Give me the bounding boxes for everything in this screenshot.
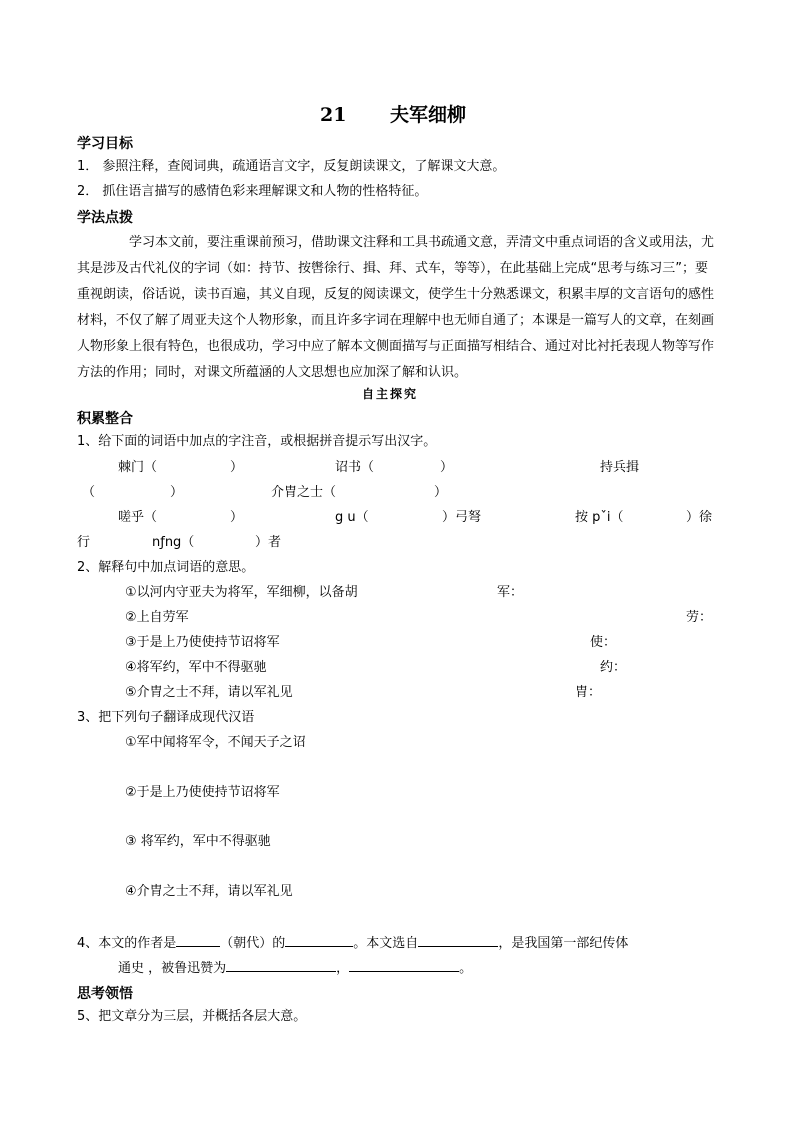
- question-4-line-2: [118, 959, 472, 977]
- q3-sentence-1: ①军中闻将军令，不闻天子之诏: [125, 735, 306, 750]
- answer-blank[interactable]: [285, 934, 353, 947]
- q4-text-author: 4、本文的作者是: [77, 936, 177, 951]
- goal-item-1: 1． 参照注释，查阅词典，疏通语言文字，反复朗读课文，了解课文大意。: [77, 159, 506, 174]
- answer-blank[interactable]: [349, 959, 459, 972]
- question-3-text: 3、把下列句子翻译成现代汉语: [77, 710, 255, 725]
- q1-pinyin-pei: 按 pˇi（: [575, 510, 624, 525]
- lesson-title: 夫军细柳: [390, 104, 467, 126]
- goals-heading: 学习目标: [77, 136, 133, 152]
- q1-paren-close: ）: [230, 460, 244, 475]
- q1-word-jiezhou: 介胄之士（: [271, 485, 337, 500]
- q1-pinyin-gou: g u（: [335, 510, 369, 525]
- q4-text-period: 。: [459, 961, 473, 976]
- q1-paren-close: ）: [440, 460, 454, 475]
- q1-paren-close: ）: [170, 485, 184, 500]
- q2-word-1: 军：: [497, 585, 524, 600]
- q1-word-gongnu: ）弓弩: [442, 510, 482, 525]
- question-4-line-1: [77, 934, 628, 952]
- q4-text-comma: ，: [336, 961, 350, 976]
- q1-word-jimen: 棘门（: [118, 460, 158, 475]
- method-paragraph-text: 学习本文前，要注重课前预习，借助课文注释和工具书疏通文意，弄清文中重点词语的含义或用法，尤其是涉及古代礼仪的字词（如：持节、按辔徐行、揖、拜、式车，等等），在此基础上完成“思考与练习三”；要重视朗读，俗话说，读书百遍，其义自现，反复的阅读课文，使学生十分熟悉课文，积累丰厚的文言语句的感性材料，不仅了解了周亚夫这个人物形象，而且许多字词在理解中也无师自通了；本课是一篇写人的文章，在刻画人物形象上很有特色，也很成功，学习中应了解本文侧面描写与正面描写相结合、通过对比衬托表现人物等写作方法的作用；同时，对课文所蕴涵的人文思想也应加深了解和认识。: [77, 235, 715, 380]
- lesson-number: 21: [320, 104, 347, 126]
- q2-sentence-2: ②上自劳军: [125, 610, 189, 625]
- goal-item-2: 2． 抓住语言描写的感情色彩来理解课文和人物的性格特征。: [77, 184, 428, 199]
- question-2-text: 2、解释句中加点词语的意思。: [77, 560, 255, 575]
- q4-text-dynasty: （朝代）的: [220, 936, 286, 951]
- q2-sentence-5: ⑤介胄之士不拜，请以军礼见: [125, 685, 293, 700]
- q4-text-source: 。本文选自: [353, 936, 419, 951]
- q4-text-lu-xun: 通史 ，被鲁迅赞为: [118, 961, 227, 976]
- q1-pinyin-neng: nƒng（: [152, 535, 195, 550]
- q2-word-4: 约：: [600, 660, 627, 675]
- page-title: [320, 100, 466, 127]
- answer-blank[interactable]: [226, 959, 336, 972]
- q1-paren-open: （: [82, 485, 96, 500]
- q1-word-jiehu: 嗟乎（: [118, 510, 158, 525]
- question-5-text: 5、把文章分为三层，并概括各层大意。: [77, 1009, 307, 1024]
- q2-word-5: 胄：: [575, 685, 602, 700]
- q1-word-zhaoshu: 诏书（: [335, 460, 375, 475]
- q3-sentence-3: ③ 将军约，军中不得驱驰: [125, 834, 271, 849]
- method-heading: 学法点拨: [77, 210, 133, 226]
- answer-blank[interactable]: [418, 934, 498, 947]
- q2-word-2: 劳：: [686, 610, 713, 625]
- q2-sentence-4: ④将军约，军中不得驱驰: [125, 660, 267, 675]
- q4-text-biography: ，是我国第一部纪传体: [498, 936, 629, 951]
- method-paragraph: [77, 230, 717, 386]
- q1-paren-close: ）: [230, 510, 244, 525]
- q2-word-3: 使：: [590, 635, 617, 650]
- q1-word-chibingyi: 持兵揖: [600, 460, 640, 475]
- accumulate-heading: 积累整合: [77, 411, 133, 427]
- q2-sentence-1: ①以河内守亚夫为将军，军细柳，以备胡: [125, 585, 358, 600]
- q2-sentence-3: ③于是上乃使使持节诏将军: [125, 635, 280, 650]
- explore-heading: 自主探究: [362, 387, 419, 401]
- answer-blank[interactable]: [176, 934, 220, 947]
- q1-word-zhe: ）者: [255, 535, 282, 550]
- q3-sentence-4: ④介胄之士不拜，请以军礼见: [125, 884, 293, 899]
- question-1-text: 1、给下面的词语中加点的字注音，或根据拼音提示写出汉字。: [77, 434, 437, 449]
- q1-word-xing: 行: [77, 535, 91, 550]
- thinking-heading: 思考领悟: [77, 986, 133, 1002]
- q1-word-xu: ）徐: [686, 510, 713, 525]
- q3-sentence-2: ②于是上乃使使持节诏将军: [125, 785, 280, 800]
- q1-paren-close: ）: [434, 485, 448, 500]
